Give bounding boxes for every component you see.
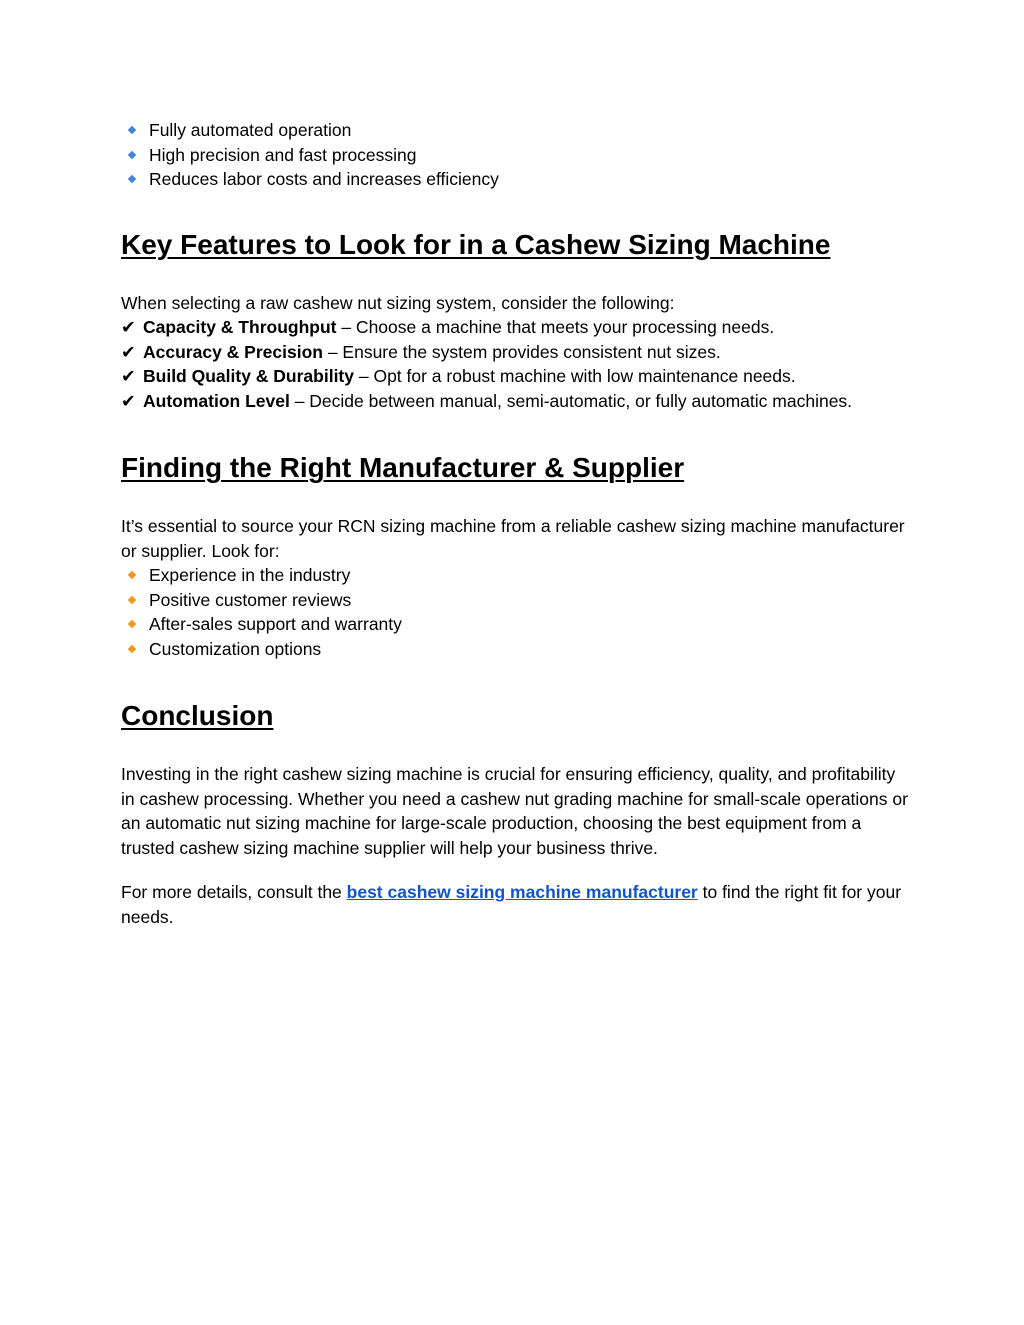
bullet-text: After-sales support and warranty (149, 614, 402, 634)
orange-diamond-bullet-icon (128, 571, 136, 579)
bullet-text: Experience in the industry (149, 565, 351, 585)
feature-description: – Choose a machine that meets your processing needs. (336, 317, 775, 337)
feature-title: Accuracy & Precision (143, 341, 323, 362)
check-mark-icon: ✔ (121, 317, 136, 337)
orange-diamond-bullet-icon (128, 595, 136, 603)
blue-diamond-bullet-icon (128, 175, 136, 183)
list-item (121, 612, 911, 637)
bullet-text: Fully automated operation (149, 120, 352, 140)
supplier-heading: Finding the Right Manufacturer & Supplier (121, 452, 685, 483)
check-mark-icon: ✔ (121, 341, 136, 362)
document-content (121, 118, 911, 929)
feature-description: – Ensure the system provides consistent nut sizes. (322, 341, 721, 362)
bullet-text: Positive customer reviews (149, 589, 352, 610)
feature-description: – Decide between manual, semi-automatic, or fully automatic machines. (289, 390, 853, 411)
list-item (121, 167, 911, 192)
supplier-bullet-list (121, 563, 911, 661)
blue-diamond-bullet-icon (128, 150, 136, 158)
orange-diamond-bullet-icon (128, 644, 136, 652)
bullet-text: High precision and fast processing (149, 144, 417, 165)
feature-title: Build Quality & Durability (143, 366, 354, 386)
conclusion-paragraph: Investing in the right cashew sizing machine is crucial for ensuring efficiency, quality, and profitability in cashew processing. Whether you need a cashew nut grading machine for small-scale operations or an automatic nut sizing machine for large-scale production, choosing the best equipment from a trusted cashew sizing machine supplier will help your business thrive. (121, 764, 908, 858)
feature-title: Automation Level (143, 390, 290, 411)
intro-bullet-list (121, 118, 911, 192)
check-mark-icon: ✔ (121, 390, 136, 411)
check-mark-icon: ✔ (121, 366, 136, 386)
blue-diamond-bullet-icon (128, 126, 136, 134)
list-item (121, 143, 911, 168)
feature-item (121, 315, 911, 340)
conclusion-cta (121, 880, 911, 929)
orange-diamond-bullet-icon (128, 620, 136, 628)
feature-item (121, 389, 911, 414)
feature-description: – Opt for a robust machine with low maintenance needs. (354, 366, 796, 386)
conclusion-heading: Conclusion (121, 700, 274, 731)
features-intro: When selecting a raw cashew nut sizing system, consider the following: (121, 292, 675, 313)
features-heading: Key Features to Look for in a Cashew Sizing Machine (121, 228, 831, 260)
list-item (121, 588, 911, 613)
list-item (121, 563, 911, 588)
supplier-intro: It’s essential to source your RCN sizing machine from a reliable cashew sizing machine manufacturer or supplier. Look for: (121, 516, 905, 561)
cta-text-before: For more details, consult the (121, 882, 347, 902)
bullet-text: Customization options (149, 638, 322, 659)
feature-item (121, 340, 911, 365)
list-item (121, 118, 911, 143)
feature-item (121, 364, 911, 389)
bullet-text: Reduces labor costs and increases efficiency (149, 169, 499, 189)
list-item (121, 637, 911, 662)
feature-title: Capacity & Throughput (143, 317, 337, 337)
cta-text-after: to find the right fit for your needs. (121, 882, 902, 927)
manufacturer-link[interactable]: best cashew sizing machine manufacturer (346, 882, 698, 902)
